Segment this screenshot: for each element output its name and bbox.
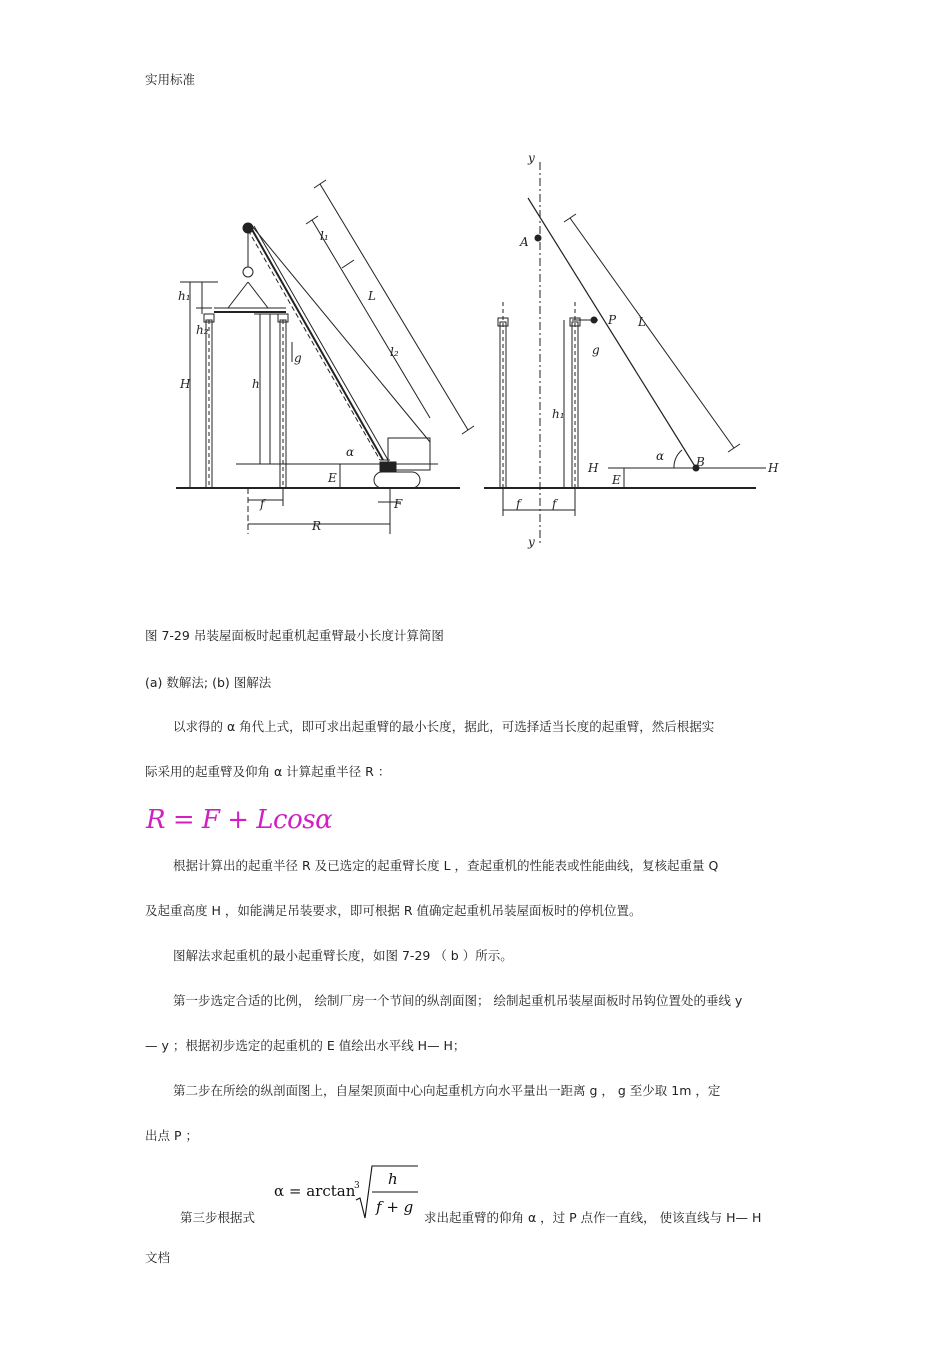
label-f2: f (552, 497, 557, 511)
label-y-bottom: y (528, 535, 535, 549)
label-l1: l₁ (320, 229, 329, 243)
label-F: F (394, 497, 403, 511)
label-L-b: L (638, 315, 646, 329)
svg-text:3: 3 (354, 1181, 360, 1191)
label-h1-b: h₁ (552, 407, 565, 421)
svg-text:f + g: f + g (376, 1198, 414, 1216)
formula-radius: R = F + Lcosα (146, 805, 333, 835)
label-f: f (260, 497, 265, 511)
crane-boom-figure (168, 142, 788, 562)
paragraph-1a: 以求得的 α 角代上式，即可求出起重臂的最小长度，据此，可选择适当长度的起重臂，然后根据实 (173, 719, 715, 734)
svg-text:α = arctan: α = arctan (274, 1182, 356, 1200)
label-f1: f (516, 497, 521, 511)
label-E: E (328, 471, 337, 485)
figure-caption: 图 7-29 吊装屋面板时起重机起重臂最小长度计算简图 (145, 628, 444, 643)
label-B: B (696, 455, 705, 469)
label-h: h (252, 377, 260, 391)
paragraph-6a: 第三步根据式 (180, 1210, 256, 1225)
label-L: L (368, 289, 376, 303)
label-H-right: H (768, 461, 779, 475)
paragraph-2b: 及起重高度 H ，如能满足吊装要求，即可根据 R 值确定起重机吊装屋面板时的停机位置。 (145, 903, 642, 918)
paragraph-1b: 际采用的起重臂及仰角 α 计算起重半径 R ： (145, 764, 391, 779)
svg-text:h: h (388, 1170, 398, 1188)
paragraph-6b: 求出起重臂的仰角 α ，过 P 点作一直线， 使该直线与 H— H (424, 1210, 762, 1225)
label-g-b: g (592, 343, 600, 357)
paragraph-5b: 出点 P ； (145, 1128, 198, 1143)
label-P: P (608, 313, 617, 327)
label-R: R (312, 519, 322, 533)
label-H: H (180, 377, 191, 391)
figure-subcaption: (a) 数解法; (b) 图解法 (145, 675, 272, 690)
label-E-b: E (612, 473, 621, 487)
label-h2: h₂ (196, 323, 209, 337)
paragraph-3: 图解法求起重机的最小起重臂长度，如图 7-29 （ b ）所示。 (173, 948, 513, 963)
label-alpha: α (346, 445, 355, 459)
label-A: A (520, 235, 529, 249)
label-l2: l₂ (390, 345, 399, 359)
label-alpha-b: α (656, 449, 665, 463)
label-y-top: y (528, 151, 535, 165)
label-h1: h₁ (178, 289, 191, 303)
paragraph-5a: 第二步在所绘的纵剖面图上，自屋架顶面中心向起重机方向水平量出一距离 g ， g 至少取 1m ，定 (173, 1083, 721, 1098)
page-header: 实用标准 (145, 72, 196, 87)
paragraph-4b: — y ；根据初步选定的起重机的 E 值绘出水平线 H— H； (145, 1038, 466, 1053)
paragraph-2a: 根据计算出的起重半径 R 及已选定的起重臂长度 L ，查起重机的性能表或性能曲线，复核起重量 Q (173, 858, 719, 873)
paragraph-4a: 第一步选定合适的比例， 绘制厂房一个节间的纵剖面图； 绘制起重机吊装屋面板时吊钩位置处的垂线 y (173, 993, 743, 1008)
label-g: g (294, 351, 302, 365)
formula-angle (272, 1160, 422, 1226)
label-H-left: H (588, 461, 599, 475)
page-footer: 文档 (145, 1250, 171, 1265)
